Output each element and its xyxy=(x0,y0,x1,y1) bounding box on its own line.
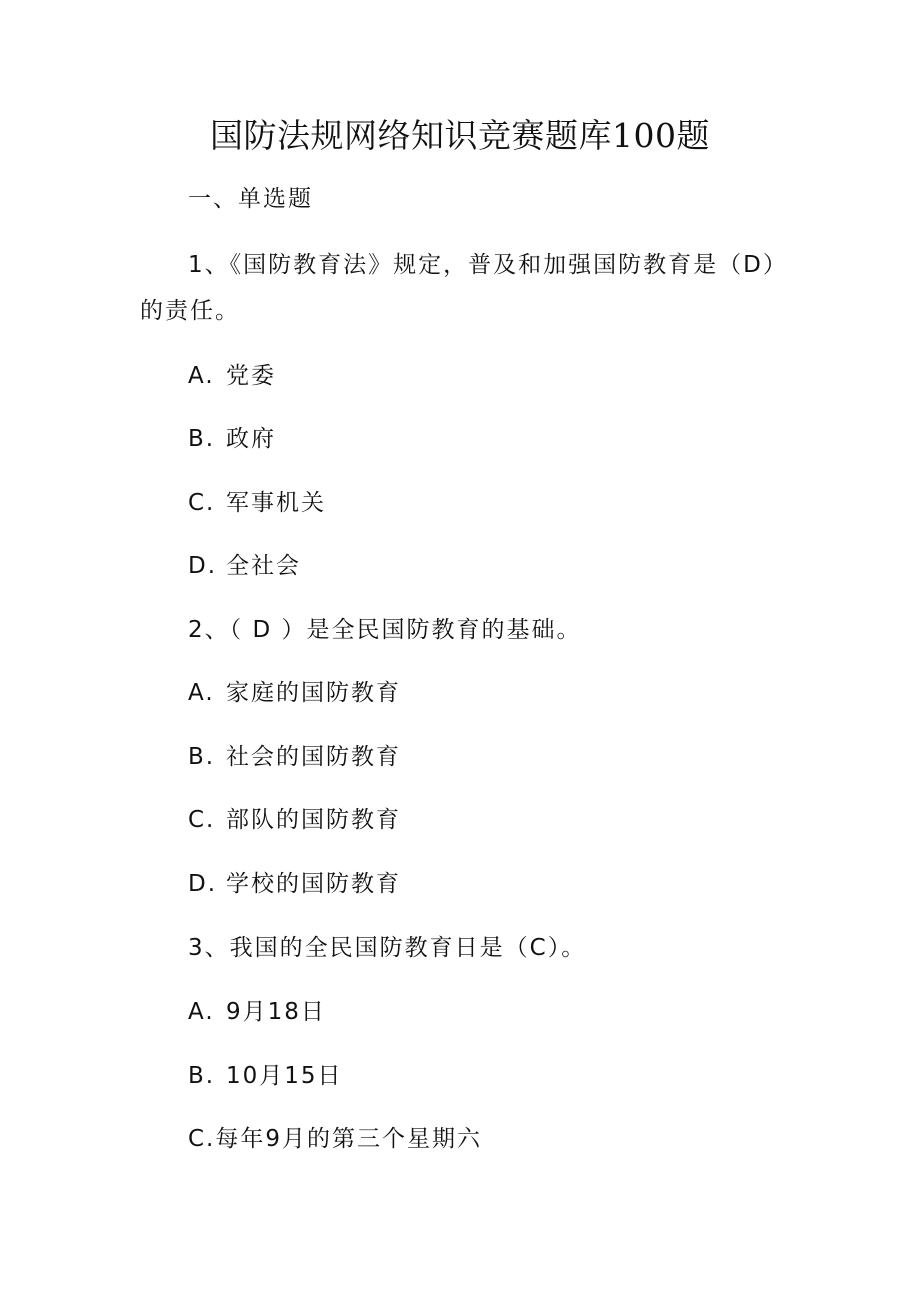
option-letter: D. xyxy=(188,871,218,897)
question-1-option-d xyxy=(188,551,301,581)
option-text: 政府 xyxy=(226,426,276,452)
option-letter: C. xyxy=(188,807,216,833)
option-letter: B. xyxy=(188,1063,216,1089)
question-2-option-d xyxy=(188,869,401,899)
option-letter: A. xyxy=(188,999,215,1025)
option-letter: B. xyxy=(188,426,216,452)
option-text: 9月18日 xyxy=(226,999,326,1025)
option-letter: B. xyxy=(188,744,216,770)
section-heading: 一、单选题 xyxy=(188,186,313,212)
document-title: 国防法规网络知识竞赛题库100题 xyxy=(210,116,710,155)
option-text: 每年9月的第三个星期六 xyxy=(215,1126,483,1152)
question-1-stem-line2: 的责任。 xyxy=(140,298,240,324)
option-text: 学校的国防教育 xyxy=(226,871,401,897)
question-1-stem-line1: 1、《国防教育法》规定，普及和加强国防教育是（D） xyxy=(188,252,788,278)
question-2-stem: 2、（ D ）是全民国防教育的基础。 xyxy=(188,617,582,643)
question-2-option-a xyxy=(188,678,401,708)
option-letter: C. xyxy=(188,490,216,516)
option-letter: C. xyxy=(188,1126,216,1152)
question-1-option-a xyxy=(188,361,276,391)
question-1-option-b xyxy=(188,424,276,454)
question-3-option-a xyxy=(188,997,326,1027)
option-letter: D. xyxy=(188,553,218,579)
question-2-option-c xyxy=(188,805,401,835)
option-letter: A. xyxy=(188,363,215,389)
question-2-option-b xyxy=(188,742,401,772)
option-text: 部队的国防教育 xyxy=(226,807,401,833)
option-text: 家庭的国防教育 xyxy=(226,680,401,706)
option-text: 全社会 xyxy=(226,553,301,579)
question-3-stem: 3、我国的全民国防教育日是（C）。 xyxy=(188,935,587,961)
option-text: 党委 xyxy=(226,363,276,389)
question-3-option-c xyxy=(188,1124,482,1154)
option-text: 10月15日 xyxy=(226,1063,343,1089)
question-1-option-c xyxy=(188,488,326,518)
option-letter: A. xyxy=(188,680,215,706)
question-3-option-b xyxy=(188,1061,343,1091)
option-text: 社会的国防教育 xyxy=(226,744,401,770)
option-text: 军事机关 xyxy=(226,490,326,516)
